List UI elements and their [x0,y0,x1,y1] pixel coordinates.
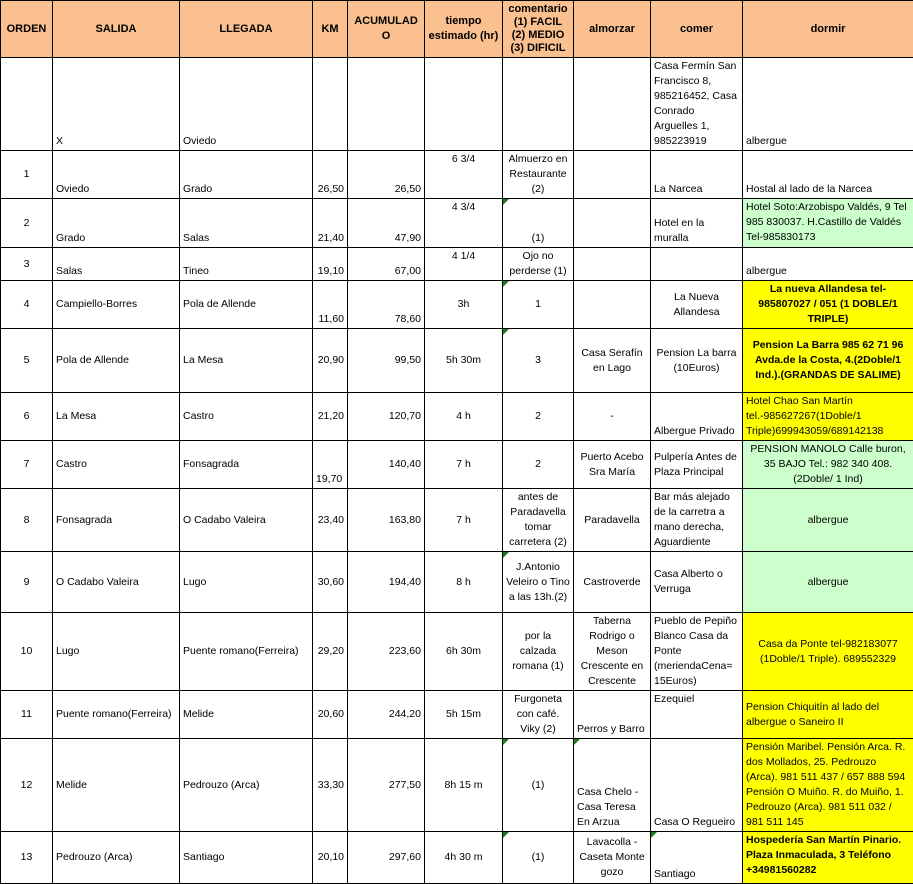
cell-salida[interactable]: Pola de Allende [53,329,180,393]
cell-llegada[interactable]: La Mesa [180,329,313,393]
cell-km[interactable] [313,58,348,151]
cell-comer[interactable]: La Nueva Allandesa [651,281,743,329]
cell-dormir[interactable]: Hostal al lado de la Narcea [743,151,913,199]
table-row [1,441,913,489]
cell-almorzar[interactable]: Paradavella [574,489,651,552]
comment-flag-icon[interactable] [503,199,509,205]
header-tiempo[interactable]: tiempo estimado (hr) [425,1,503,58]
cell-tiempo[interactable] [425,58,503,151]
cell-llegada[interactable]: Fonsagrada [180,441,313,489]
cell-almorzar[interactable]: Castroverde [574,552,651,613]
cell-salida[interactable]: Salas [53,248,180,281]
cell-almorzar[interactable] [574,151,651,199]
header-comentario[interactable]: comentario (1) FACIL (2) MEDIO (3) DIFICIL [503,1,574,58]
cell-tiempo[interactable]: 4 1/4 [425,248,503,281]
cell-almorzar-text: Casa Chelo - Casa Teresa En Arzua [577,786,638,828]
comment-flag-icon[interactable] [503,281,509,287]
cell-llegada[interactable]: Melide [180,691,313,739]
header-salida[interactable]: SALIDA [53,1,180,58]
cell-tiempo[interactable]: 6 3/4 [425,151,503,199]
cell-dormir[interactable]: Casa da Ponte tel-982183077 (1Doble/1 Triple). 689552329 [743,613,913,691]
cell-tiempo[interactable]: 6h 30m [425,613,503,691]
cell-dormir[interactable]: Hotel Soto:Arzobispo Valdés, 9 Tel 985 830037. H.Castillo de Valdés Tel-985830173 [743,199,913,248]
cell-orden[interactable]: 7 [1,441,53,489]
comment-flag-icon[interactable] [574,739,580,745]
cell-almorzar[interactable]: Casa Serafín en Lago [574,329,651,393]
cell-orden[interactable]: 13 [1,832,53,884]
cell-comer[interactable]: Albergue Privado [651,393,743,441]
cell-salida[interactable]: Grado [53,199,180,248]
cell-salida[interactable]: Lugo [53,613,180,691]
cell-dormir[interactable]: Pension La Barra 985 62 71 96 Avda.de la Costa, 4.(2Doble/1 Ind.).(GRANDAS DE SALIME) [743,329,913,393]
cell-dormir[interactable]: albergue [743,58,913,151]
cell-km[interactable]: 20,10 [313,832,348,884]
cell-llegada[interactable]: O Cadabo Valeira [180,489,313,552]
cell-llegada[interactable]: Puente romano(Ferreira) [180,613,313,691]
cell-tiempo[interactable]: 8h 15 m [425,739,503,832]
header-dormir[interactable]: dormir [743,1,913,58]
cell-km[interactable]: 21,40 [313,199,348,248]
cell-acumulado[interactable]: 120,70 [348,393,425,441]
cell-comentario[interactable] [503,552,574,613]
cell-acumulado[interactable]: 223,60 [348,613,425,691]
table-row [1,832,913,884]
cell-llegada[interactable]: Castro [180,393,313,441]
cell-acumulado[interactable]: 78,60 [348,281,425,329]
cell-dormir[interactable]: albergue [743,552,913,613]
cell-comentario[interactable] [503,329,574,393]
cell-orden[interactable]: 12 [1,739,53,832]
cell-salida[interactable]: Castro [53,441,180,489]
table-row [1,248,913,281]
cell-acumulado[interactable]: 140,40 [348,441,425,489]
cell-comer[interactable]: Casa Fermín San Francisco 8, 985216452, Casa Conrado Arguelles 1, 985223919 [651,58,743,151]
cell-comentario-text: (1) [532,779,545,791]
cell-comentario-text: (1) [532,851,545,863]
comment-flag-icon[interactable] [503,552,509,558]
cell-km[interactable]: 26,50 [313,151,348,199]
cell-km[interactable]: 21,20 [313,393,348,441]
table-row [1,552,913,613]
cell-comer[interactable]: Pension La barra (10Euros) [651,329,743,393]
cell-km[interactable]: 33,30 [313,739,348,832]
comment-flag-icon[interactable] [651,832,657,838]
cell-dormir[interactable]: Pension Chiquitín al lado del albergue o Saneiro II [743,691,913,739]
cell-orden[interactable]: 9 [1,552,53,613]
table-row [1,151,913,199]
cell-km[interactable]: 11,60 [313,281,348,329]
cell-acumulado[interactable]: 244,20 [348,691,425,739]
cell-salida[interactable]: La Mesa [53,393,180,441]
cell-llegada[interactable]: Grado [180,151,313,199]
cell-almorzar[interactable]: Perros y Barro [574,691,651,739]
cell-dormir[interactable]: Hotel Chao San Martín tel.-985627267(1Doble/1 Triple)699943059/689142138 [743,393,913,441]
table-row [1,281,913,329]
cell-almorzar[interactable]: Taberna Rodrigo o Meson Crescente en Crescente [574,613,651,691]
cell-comentario[interactable]: antes de Paradavella tomar carretera (2) [503,489,574,552]
table-row [1,489,913,552]
cell-orden[interactable]: 10 [1,613,53,691]
cell-salida[interactable]: Puente romano(Ferreira) [53,691,180,739]
cell-comentario-text: (1) [532,232,545,244]
cell-acumulado[interactable]: 297,60 [348,832,425,884]
cell-orden[interactable]: 1 [1,151,53,199]
table-row [1,199,913,248]
cell-dormir[interactable]: albergue [743,248,913,281]
cell-dormir[interactable]: albergue [743,489,913,552]
cell-acumulado[interactable]: 47,90 [348,199,425,248]
table-row [1,691,913,739]
cell-comer[interactable]: Pulpería Antes de Plaza Principal [651,441,743,489]
cell-comentario[interactable]: Ojo no perderse (1) [503,248,574,281]
cell-comentario[interactable] [503,58,574,151]
cell-comentario[interactable]: 2 [503,441,574,489]
cell-almorzar[interactable] [574,199,651,248]
cell-comentario[interactable]: 2 [503,393,574,441]
cell-llegada[interactable]: Santiago [180,832,313,884]
cell-km[interactable]: 20,90 [313,329,348,393]
cell-almorzar[interactable]: - [574,393,651,441]
table-row [1,329,913,393]
cell-acumulado[interactable]: 194,40 [348,552,425,613]
cell-comer[interactable]: Ezequiel [651,691,743,739]
cell-dormir[interactable]: Pensión Maribel. Pensión Arca. R. dos Mollados, 25. Pedrouzo (Arca). 981 511 437 / 657 888 594 Pensión O Muiño. R. do Muiño, 1. Pedrouzo (Arca). 981 511 032 / 981 511 145 [743,739,913,832]
header-orden[interactable]: ORDEN [1,1,53,58]
cell-salida[interactable]: Fonsagrada [53,489,180,552]
cell-comentario[interactable]: por la calzada romana (1) [503,613,574,691]
cell-orden[interactable] [1,58,53,151]
cell-acumulado[interactable]: 99,50 [348,329,425,393]
cell-km[interactable]: 23,40 [313,489,348,552]
cell-almorzar[interactable]: Puerto Acebo Sra María [574,441,651,489]
cell-tiempo[interactable]: 8 h [425,552,503,613]
cell-tiempo[interactable]: 4 3/4 [425,199,503,248]
cell-llegada[interactable]: Lugo [180,552,313,613]
cell-almorzar[interactable] [574,739,651,832]
cell-comentario[interactable] [503,832,574,884]
cell-salida[interactable]: Oviedo [53,151,180,199]
cell-comer[interactable]: Casa O Regueiro [651,739,743,832]
cell-tiempo[interactable]: 4h 30 m [425,832,503,884]
cell-orden[interactable]: 8 [1,489,53,552]
cell-llegada[interactable]: Salas [180,199,313,248]
cell-comentario[interactable]: Furgoneta con café. Viky (2) [503,691,574,739]
cell-comentario[interactable] [503,199,574,248]
cell-tiempo[interactable]: 3h [425,281,503,329]
cell-llegada[interactable]: Oviedo [180,58,313,151]
cell-km[interactable]: 30,60 [313,552,348,613]
table-row [1,58,913,151]
cell-orden[interactable]: 5 [1,329,53,393]
cell-comer[interactable]: Casa Alberto o Verruga [651,552,743,613]
cell-tiempo[interactable]: 5h 15m [425,691,503,739]
cell-comentario[interactable] [503,281,574,329]
cell-orden[interactable]: 2 [1,199,53,248]
header-km[interactable]: KM [313,1,348,58]
cell-tiempo[interactable]: 7 h [425,489,503,552]
cell-km[interactable]: 29,20 [313,613,348,691]
cell-almorzar[interactable] [574,58,651,151]
cell-comer[interactable] [651,832,743,884]
comment-flag-icon[interactable] [503,329,509,335]
cell-comentario-text: 1 [535,298,541,310]
cell-llegada[interactable]: Pola de Allende [180,281,313,329]
cell-orden[interactable]: 3 [1,248,53,281]
cell-dormir[interactable]: PENSION MANOLO Calle buron, 35 BAJO Tel.: 982 340 408.(2Doble/ 1 Ind) [743,441,913,489]
header-row [1,1,913,58]
header-almorzar[interactable]: almorzar [574,1,651,58]
cell-salida[interactable]: X [53,58,180,151]
cell-almorzar[interactable] [574,281,651,329]
cell-comer-text: Santiago [654,868,695,880]
cell-tiempo[interactable]: 7 h [425,441,503,489]
cell-tiempo[interactable]: 5h 30m [425,329,503,393]
comment-flag-icon[interactable] [503,832,509,838]
comment-flag-icon[interactable] [503,739,509,745]
cell-acumulado[interactable]: 163,80 [348,489,425,552]
cell-orden[interactable]: 11 [1,691,53,739]
cell-acumulado[interactable]: 67,00 [348,248,425,281]
cell-salida[interactable]: O Cadabo Valeira [53,552,180,613]
cell-km[interactable]: 19,70 [313,441,348,489]
cell-comer[interactable] [651,248,743,281]
cell-salida[interactable]: Pedrouzo (Arca) [53,832,180,884]
cell-comentario[interactable]: Almuerzo en Restaurante (2) [503,151,574,199]
table-row [1,393,913,441]
table-row [1,739,913,832]
header-comer[interactable]: comer [651,1,743,58]
cell-acumulado[interactable]: 26,50 [348,151,425,199]
cell-llegada[interactable]: Tineo [180,248,313,281]
table-row [1,613,913,691]
cell-comer[interactable]: Bar más alejado de la carretra a mano derecha, Aguardiente [651,489,743,552]
cell-comentario[interactable] [503,739,574,832]
cell-comentario-text: J.Antonio Veleiro o Tino a las 13h.(2) [506,561,570,603]
cell-comer[interactable]: Hotel en la muralla [651,199,743,248]
cell-acumulado[interactable]: 277,50 [348,739,425,832]
cell-salida[interactable]: Melide [53,739,180,832]
header-llegada[interactable]: LLEGADA [180,1,313,58]
cell-km[interactable]: 20,60 [313,691,348,739]
cell-km[interactable]: 19,10 [313,248,348,281]
cell-orden[interactable]: 4 [1,281,53,329]
cell-dormir[interactable]: Hospedería San Martín Pinario. Plaza Inmaculada, 3 Teléfono +34981560282 [743,832,913,884]
cell-acumulado[interactable] [348,58,425,151]
cell-comer[interactable]: La Narcea [651,151,743,199]
cell-comentario-text: 3 [535,354,541,366]
cell-tiempo[interactable]: 4 h [425,393,503,441]
cell-almorzar[interactable]: Lavacolla - Caseta Monte gozo [574,832,651,884]
cell-llegada[interactable]: Pedrouzo (Arca) [180,739,313,832]
cell-almorzar[interactable] [574,248,651,281]
header-acumulado[interactable]: ACUMULADO [348,1,425,58]
cell-dormir[interactable]: La nueva Allandesa tel-985807027 / 051 (1 DOBLE/1 TRIPLE) [743,281,913,329]
cell-orden[interactable]: 6 [1,393,53,441]
cell-salida[interactable]: Campiello-Borres [53,281,180,329]
cell-comer[interactable]: Pueblo de Pepiño Blanco Casa da Ponte (meriendaCena= 15Euros) [651,613,743,691]
